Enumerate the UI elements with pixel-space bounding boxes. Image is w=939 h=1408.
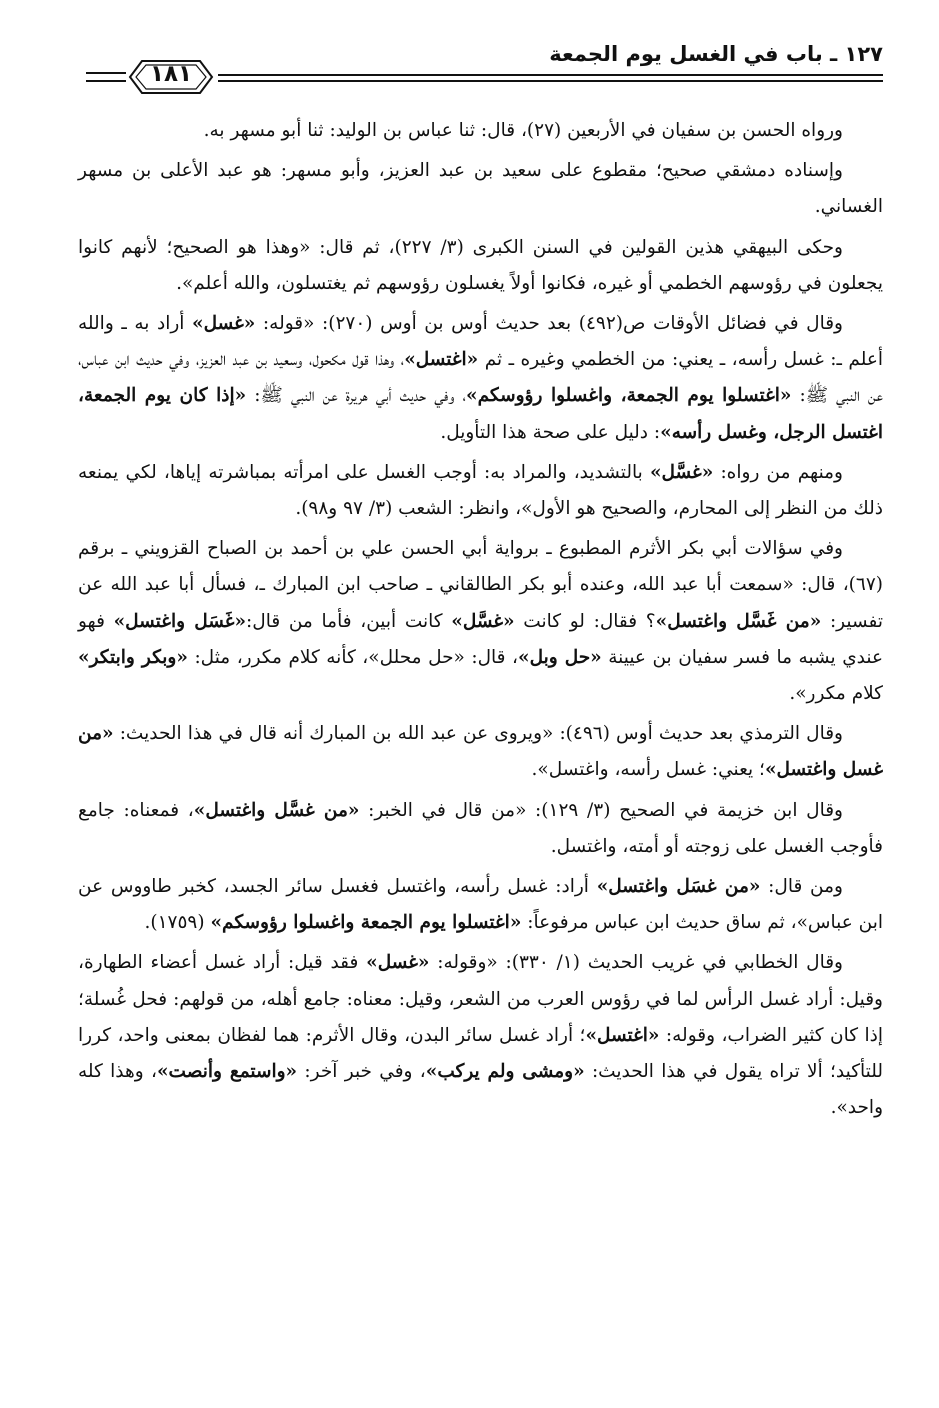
quoted-term: «من غسل واغتسل» bbox=[78, 723, 883, 781]
paragraph bbox=[78, 945, 883, 1126]
text-run: وقال ابن خزيمة في الصحيح (٣/ ١٢٩): «من قال في الخبر: bbox=[359, 799, 843, 821]
text-run: ومن قال: bbox=[760, 876, 843, 898]
text-run: ؛ أراد غسل سائر البدن، وقال الأثرم: هما لفظان بمعنى واحد، كررا للتأكيد؛ ألا تراه يقول في هذا الحديث: bbox=[78, 1024, 884, 1083]
paragraph bbox=[78, 230, 883, 302]
header-rule bbox=[86, 72, 126, 74]
quoted-term: «اغتسل» bbox=[404, 349, 479, 371]
quoted-term: «اغتسلوا يوم الجمعة واغسلوا رؤوسكم» bbox=[210, 912, 522, 934]
quoted-term: «واستمع وأنصت» bbox=[156, 1061, 298, 1083]
page-header bbox=[78, 40, 883, 92]
text-run: وقال الخطابي في غريب الحديث (١/ ٣٣٠): «وقوله: bbox=[429, 952, 843, 974]
paragraph bbox=[78, 113, 883, 149]
paragraph bbox=[78, 793, 883, 865]
paragraph bbox=[78, 869, 883, 941]
header-rule bbox=[218, 74, 883, 76]
quoted-term: «حل وبل» bbox=[518, 646, 602, 668]
text-run: ، فمعناه: جامع فأوجب الغسل على زوجته أو أمته، واغتسل. bbox=[78, 799, 883, 857]
text-run: وفي سؤالات أبي بكر الأثرم المطبوع ـ برواية أبي الحسن علي بن أحمد بن الصباح القزويني ـ برقم (٦٧)، قال: «سمعت أبا عبد الله، وعنده أبو بكر الطالقاني ـ صاحب ابن المبارك ـ، فسأل أبا عبد الله عن تفسير: bbox=[78, 538, 883, 632]
paragraph bbox=[78, 455, 883, 527]
header-rule bbox=[86, 80, 126, 82]
text-run: وقال في فضائل الأوقات ص(٤٩٢) بعد حديث أوس بن أوس (٢٧٠): «قوله: bbox=[255, 313, 843, 335]
text-run: ؛ يعني: غسل رأسه، واغتسل». bbox=[531, 759, 765, 781]
page-body bbox=[78, 113, 883, 1130]
text-run: وحكى البيهقي هذين القولين في السنن الكبرى (٣/ ٢٢٧)، ثم قال: «وهذا هو الصحيح؛ لأنهم كانوا يجعلون في رؤوسهم الخطمي أو غيره، فكانوا أولاً يغسلون رؤوسهم ثم يغتسلون، والله أعلم». bbox=[78, 236, 883, 294]
quoted-term: «اغتسل» bbox=[585, 1024, 660, 1046]
page-number: ١٨١ bbox=[149, 61, 193, 87]
text-run: أراد به ـ والله أعلم ـ: غسل رأسه، ـ يعني: من الخطمي وغيره ـ ثم bbox=[78, 313, 884, 371]
quoted-term: «غسل» bbox=[192, 313, 256, 335]
text-run: ، وفي حديث أبي هريرة عن النبي ﷺ: bbox=[246, 385, 467, 407]
text-run: ؟ فقال: لو كانت bbox=[514, 610, 656, 632]
quoted-term: «غسل» bbox=[366, 952, 430, 974]
text-run: فقد قيل: أراد غسل أعضاء الطهارة، وقيل: أراد غسل الرأس لما في رؤوس العرب من الشعر، وقيل: معناه: جامع أهله، من قولهم: فحل غُسلة؛ إذا كان كثير الضراب، وقوله: bbox=[78, 952, 884, 1046]
text-run: وقال الترمذي بعد حديث أوس (٤٩٦): «ويروى عن عبد الله بن المبارك أنه قال في هذا الحديث: bbox=[113, 723, 843, 745]
text-run: : دليل على صحة هذا التأويل. bbox=[440, 421, 661, 443]
quoted-term: «غَسَل واغتسل» bbox=[113, 610, 247, 632]
text-run: ، وفي خبر آخر: bbox=[297, 1061, 426, 1083]
paragraph bbox=[78, 531, 883, 712]
text-run: ومنهم من رواه: bbox=[713, 461, 843, 483]
text-run: ، قال: «حل محلل»، كأنه كلام مكرر، مثل: bbox=[187, 646, 518, 668]
paragraph bbox=[78, 153, 883, 225]
quoted-term: «من غَسَّل واغتسل» bbox=[655, 610, 822, 632]
paragraph bbox=[78, 306, 883, 451]
quoted-term: «من غسَل واغتسل» bbox=[596, 876, 761, 898]
quoted-term: «غسَّل» bbox=[451, 610, 515, 632]
quoted-term: «اغتسلوا يوم الجمعة، واغسلوا رؤوسكم» bbox=[466, 385, 792, 407]
text-run: ورواه الحسن بن سفيان في الأربعين (٢٧)، قال: ثنا عباس بن الوليد: ثنا أبو مسهر به. bbox=[203, 120, 843, 141]
header-rule bbox=[218, 80, 883, 82]
text-run: ، وهذا قول مكحول، وسعيد بن عبد العزيز، وفي حديث ابن عباس، عن النبي ﷺ: bbox=[78, 349, 884, 407]
quoted-term: «من غسَّل واغتسل» bbox=[193, 799, 360, 821]
text-run: بالتشديد، والمراد به: أوجب الغسل على امرأته بمباشرته إياها، لكي يمنعه ذلك من النظر إلى المحارم، والصحيح هو الأول»، وانظر: الشعب (٣/ ٩٧ و٩٨). bbox=[78, 461, 883, 520]
text-run: ، وهذا كله واحد». bbox=[78, 1061, 883, 1119]
text-run: وإسناده دمشقي صحيح؛ مقطوع على سعيد بن عبد العزيز، وأبو مسهر: هو عبد الأعلى بن مسهر الغساني. bbox=[78, 160, 883, 218]
quoted-term: «وبكر وابتكر» bbox=[78, 646, 188, 668]
text-run: كلام مكرر». bbox=[789, 683, 883, 705]
text-run: كانت أبين، فأما من قال: bbox=[246, 610, 452, 632]
text-run: فهو عندي يشبه ما فسر سفيان بن عيينة bbox=[78, 610, 884, 668]
paragraph bbox=[78, 716, 883, 788]
quoted-term: «ومشى ولم يركب» bbox=[425, 1061, 585, 1083]
text-run: (١٧٥٩). bbox=[144, 912, 211, 934]
quoted-term: «إذا كان يوم الجمعة، اغتسل الرجل، وغسل رأسه» bbox=[78, 385, 883, 443]
quoted-term: «غسَّل» bbox=[649, 461, 714, 483]
page-number-badge bbox=[128, 58, 214, 96]
text-run: أراد: غسل رأسه، واغتسل فغسل سائر الجسد، كخبر طاووس عن ابن عباس»، ثم ساق حديث ابن عباس مرفوعاً: bbox=[78, 876, 883, 934]
chapter-title: ١٢٧ ـ باب في الغسل يوم الجمعة bbox=[549, 42, 883, 66]
